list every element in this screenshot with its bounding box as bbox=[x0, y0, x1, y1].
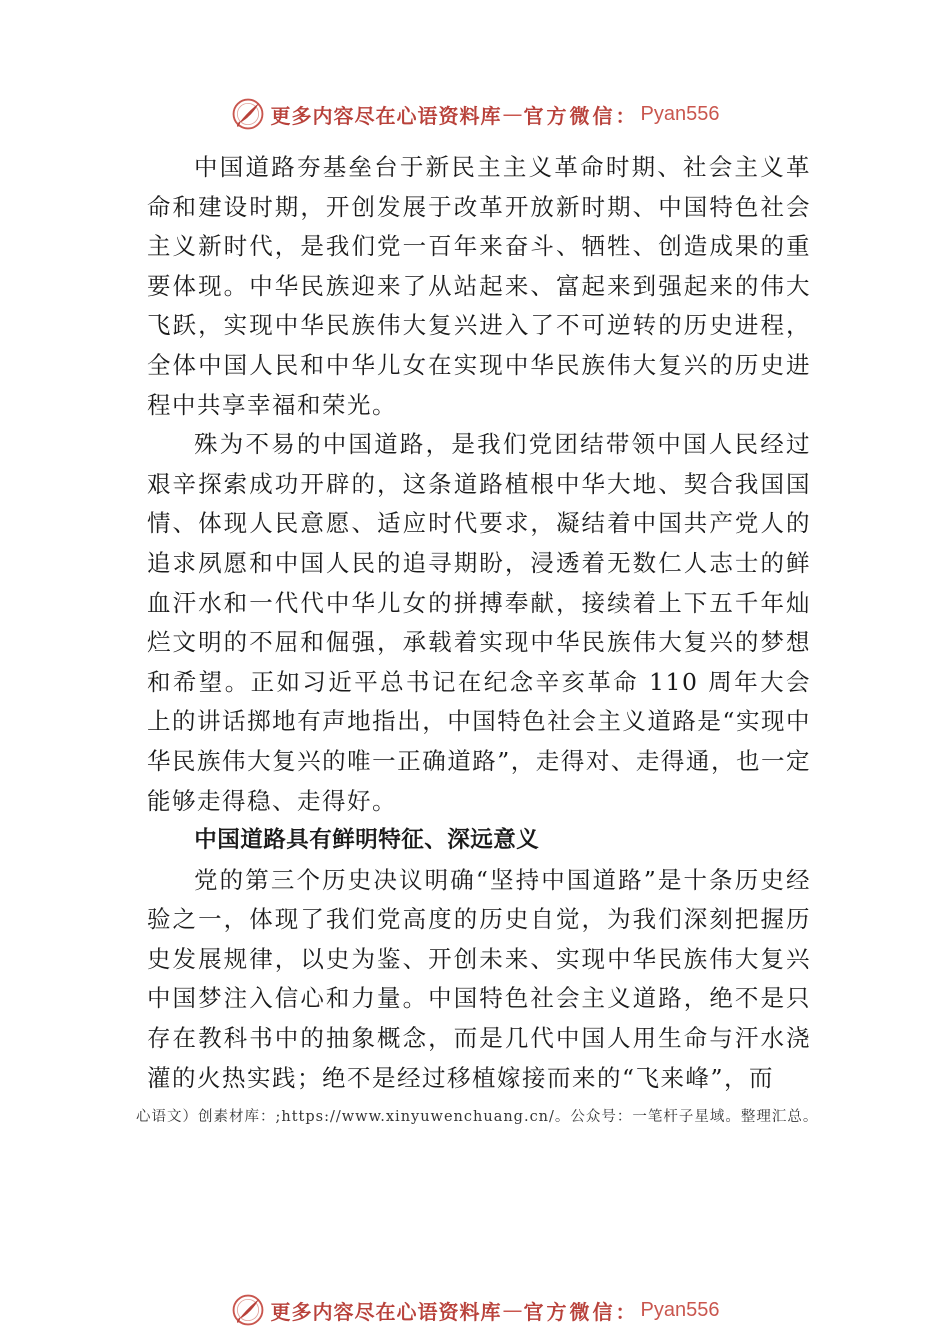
article-body bbox=[147, 148, 811, 1098]
article-paragraph: 中国道路夯基垒台于新民主主义革命时期、社会主义革命和建设时期，开创发展于改革开放新时期、中国特色社会主义新时代，是我们党一百年来奋斗、牺牲、创造成果的重要体现。中华民族迎来了从站起来、富起来到强起来的伟大飞跃，实现中华民族伟大复兴进入了不可逆转的历史进程，全体中国人民和中华儿女在实现中华民族伟大复兴的历史进程中共享幸福和荣光。 bbox=[147, 153, 811, 419]
article-paragraph: 党的第三个历史决议明确“坚持中国道路”是十条历史经验之一，体现了我们党高度的历史自觉，为我们深刻把握历史发展规律，以史为鉴、开创未来、实现中华民族伟大复兴中国梦注入信心和力量。中国特色社会主义道路，绝不是只存在教科书中的抽象概念，而是几代中国人用生命与汗水浇灌的火热实践；绝不是经过移植嫁接而来的“飞来峰”，而 bbox=[147, 865, 811, 1092]
footer-banner bbox=[0, 1288, 950, 1332]
banner-wechat-label: 官方微信： bbox=[523, 1299, 639, 1324]
banner-separator: — bbox=[502, 1298, 523, 1322]
banner-wechat-label: 官方微信： bbox=[523, 103, 639, 128]
banner-slogan: 更多内容尽在心语资料库 bbox=[270, 103, 502, 128]
quill-pen-icon bbox=[231, 1293, 265, 1327]
quill-pen-icon bbox=[231, 97, 265, 131]
source-note: 心语文）创素材库：;https://www.xinyuwenchuang.cn/。公众号：一笔杆子星域。整理汇总。 bbox=[136, 1109, 819, 1125]
banner-wechat-id: Pyan556 bbox=[640, 1298, 720, 1321]
article-paragraph: 殊为不易的中国道路，是我们党团结带领中国人民经过艰辛探索成功开辟的，这条道路植根中华大地、契合我国国情、体现人民意愿、适应时代要求，凝结着中国共产党人的追求夙愿和中国人民的追寻期盼，浸透着无数仁人志士的鲜血汗水和一代代中华儿女的拼搏奉献，接续着上下五千年灿烂文明的不屈和倔强，承载着实现中华民族伟大复兴的梦想和希望。正如习近平总书记在纪念辛亥革命 110 周年大会上的讲话掷地有声地指出，中国特色社会主义道路是“实现中华民族伟大复兴的唯一正确道路”，走得对、走得通，也一定能够走得稳、走得好。 bbox=[147, 430, 811, 815]
section-heading: 中国道路具有鲜明特征、深远意义 bbox=[194, 827, 540, 854]
banner-separator: — bbox=[502, 102, 523, 126]
banner-slogan: 更多内容尽在心语资料库 bbox=[270, 1299, 502, 1324]
header-banner bbox=[0, 92, 950, 136]
banner-wechat-id: Pyan556 bbox=[640, 102, 720, 125]
